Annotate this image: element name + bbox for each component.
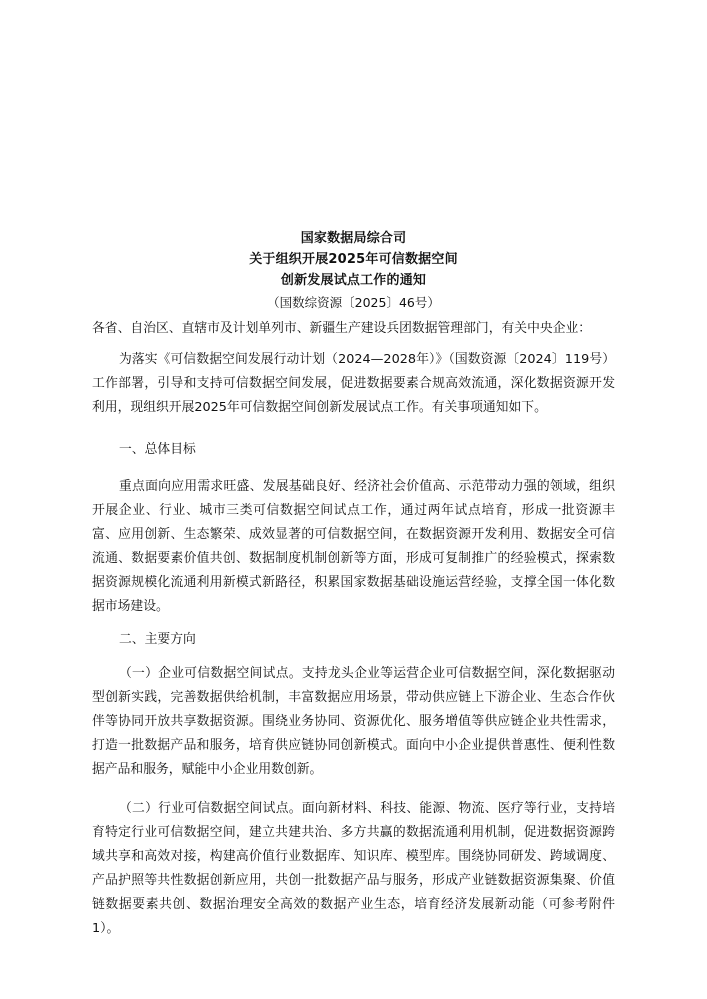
section-1-heading: 一、总体目标 <box>119 442 196 457</box>
addressee: 各省、自治区、直辖市及计划单列市、新疆生产建设兵团数据管理部门，有关中央企业： <box>92 321 592 336</box>
section-2-item-1: （一）企业可信数据空间试点。支持龙头企业等运营企业可信数据空间，深化数据驱动型创新实践，完善数据供给机制，丰富数据应用场景，带动供应链上下游企业、生态合作伙伴等协同开放共享数据资源。围绕业务协同、资源优化、服务增值等供应链企业共性需求，打造一批数据产品和服务，培育供应链协同创新模式。面向中小企业提供普惠性、便利性数据产品和服务，赋能中小企业用数创新。 <box>92 666 615 777</box>
title-line-2: 关于组织开展2025年可信数据空间 <box>249 252 458 267</box>
section-2-item-2: （二）行业可信数据空间试点。面向新材料、科技、能源、物流、医疗等行业，支持培育特定行业可信数据空间，建立共建共治、多方共赢的数据流通利用机制，促进数据资源跨域共享和高效对接，构建高价值行业数据库、知识库、模型库。围绕协同研发、跨域调度、产品护照等共性数据创新应用，共创一批数据产品与服务，形成产业链数据资源集聚、价值链数据要素共创、数据治理安全高效的数据产业生态，培育经济发展新动能（可参考附件1）。 <box>92 801 615 936</box>
section-1-body: 重点面向应用需求旺盛、发展基础良好、经济社会价值高、示范带动力强的领域，组织开展企业、行业、城市三类可信数据空间试点工作，通过两年试点培育，形成一批资源丰富、应用创新、生态繁荣、成效显著的可信数据空间，在数据资源开发利用、数据安全可信流通、数据要素价值共创、数据制度机制创新等方面，形成可复制推广的经验模式，探索数据资源规模化流通利用新模式新路径，积累国家数据基础设施运营经验，支撑全国一体化数据市场建设。 <box>92 479 615 614</box>
document-number: （国数综资源〔2025〕46号） <box>267 295 440 310</box>
title-line-1: 国家数据局综合司 <box>300 231 407 246</box>
document-title-block <box>0 228 707 313</box>
title-line-3: 创新发展试点工作的通知 <box>280 273 427 288</box>
section-2-heading: 二、主要方向 <box>119 632 196 647</box>
intro-paragraph: 为落实《可信数据空间发展行动计划（2024—2028年）》（国数资源〔2024〕119号）工作部署，引导和支持可信数据空间发展，促进数据要素合规高效流通，深化数据资源开发利用，现组织开展2025年可信数据空间创新发展试点工作。有关事项通知如下。 <box>92 352 615 415</box>
